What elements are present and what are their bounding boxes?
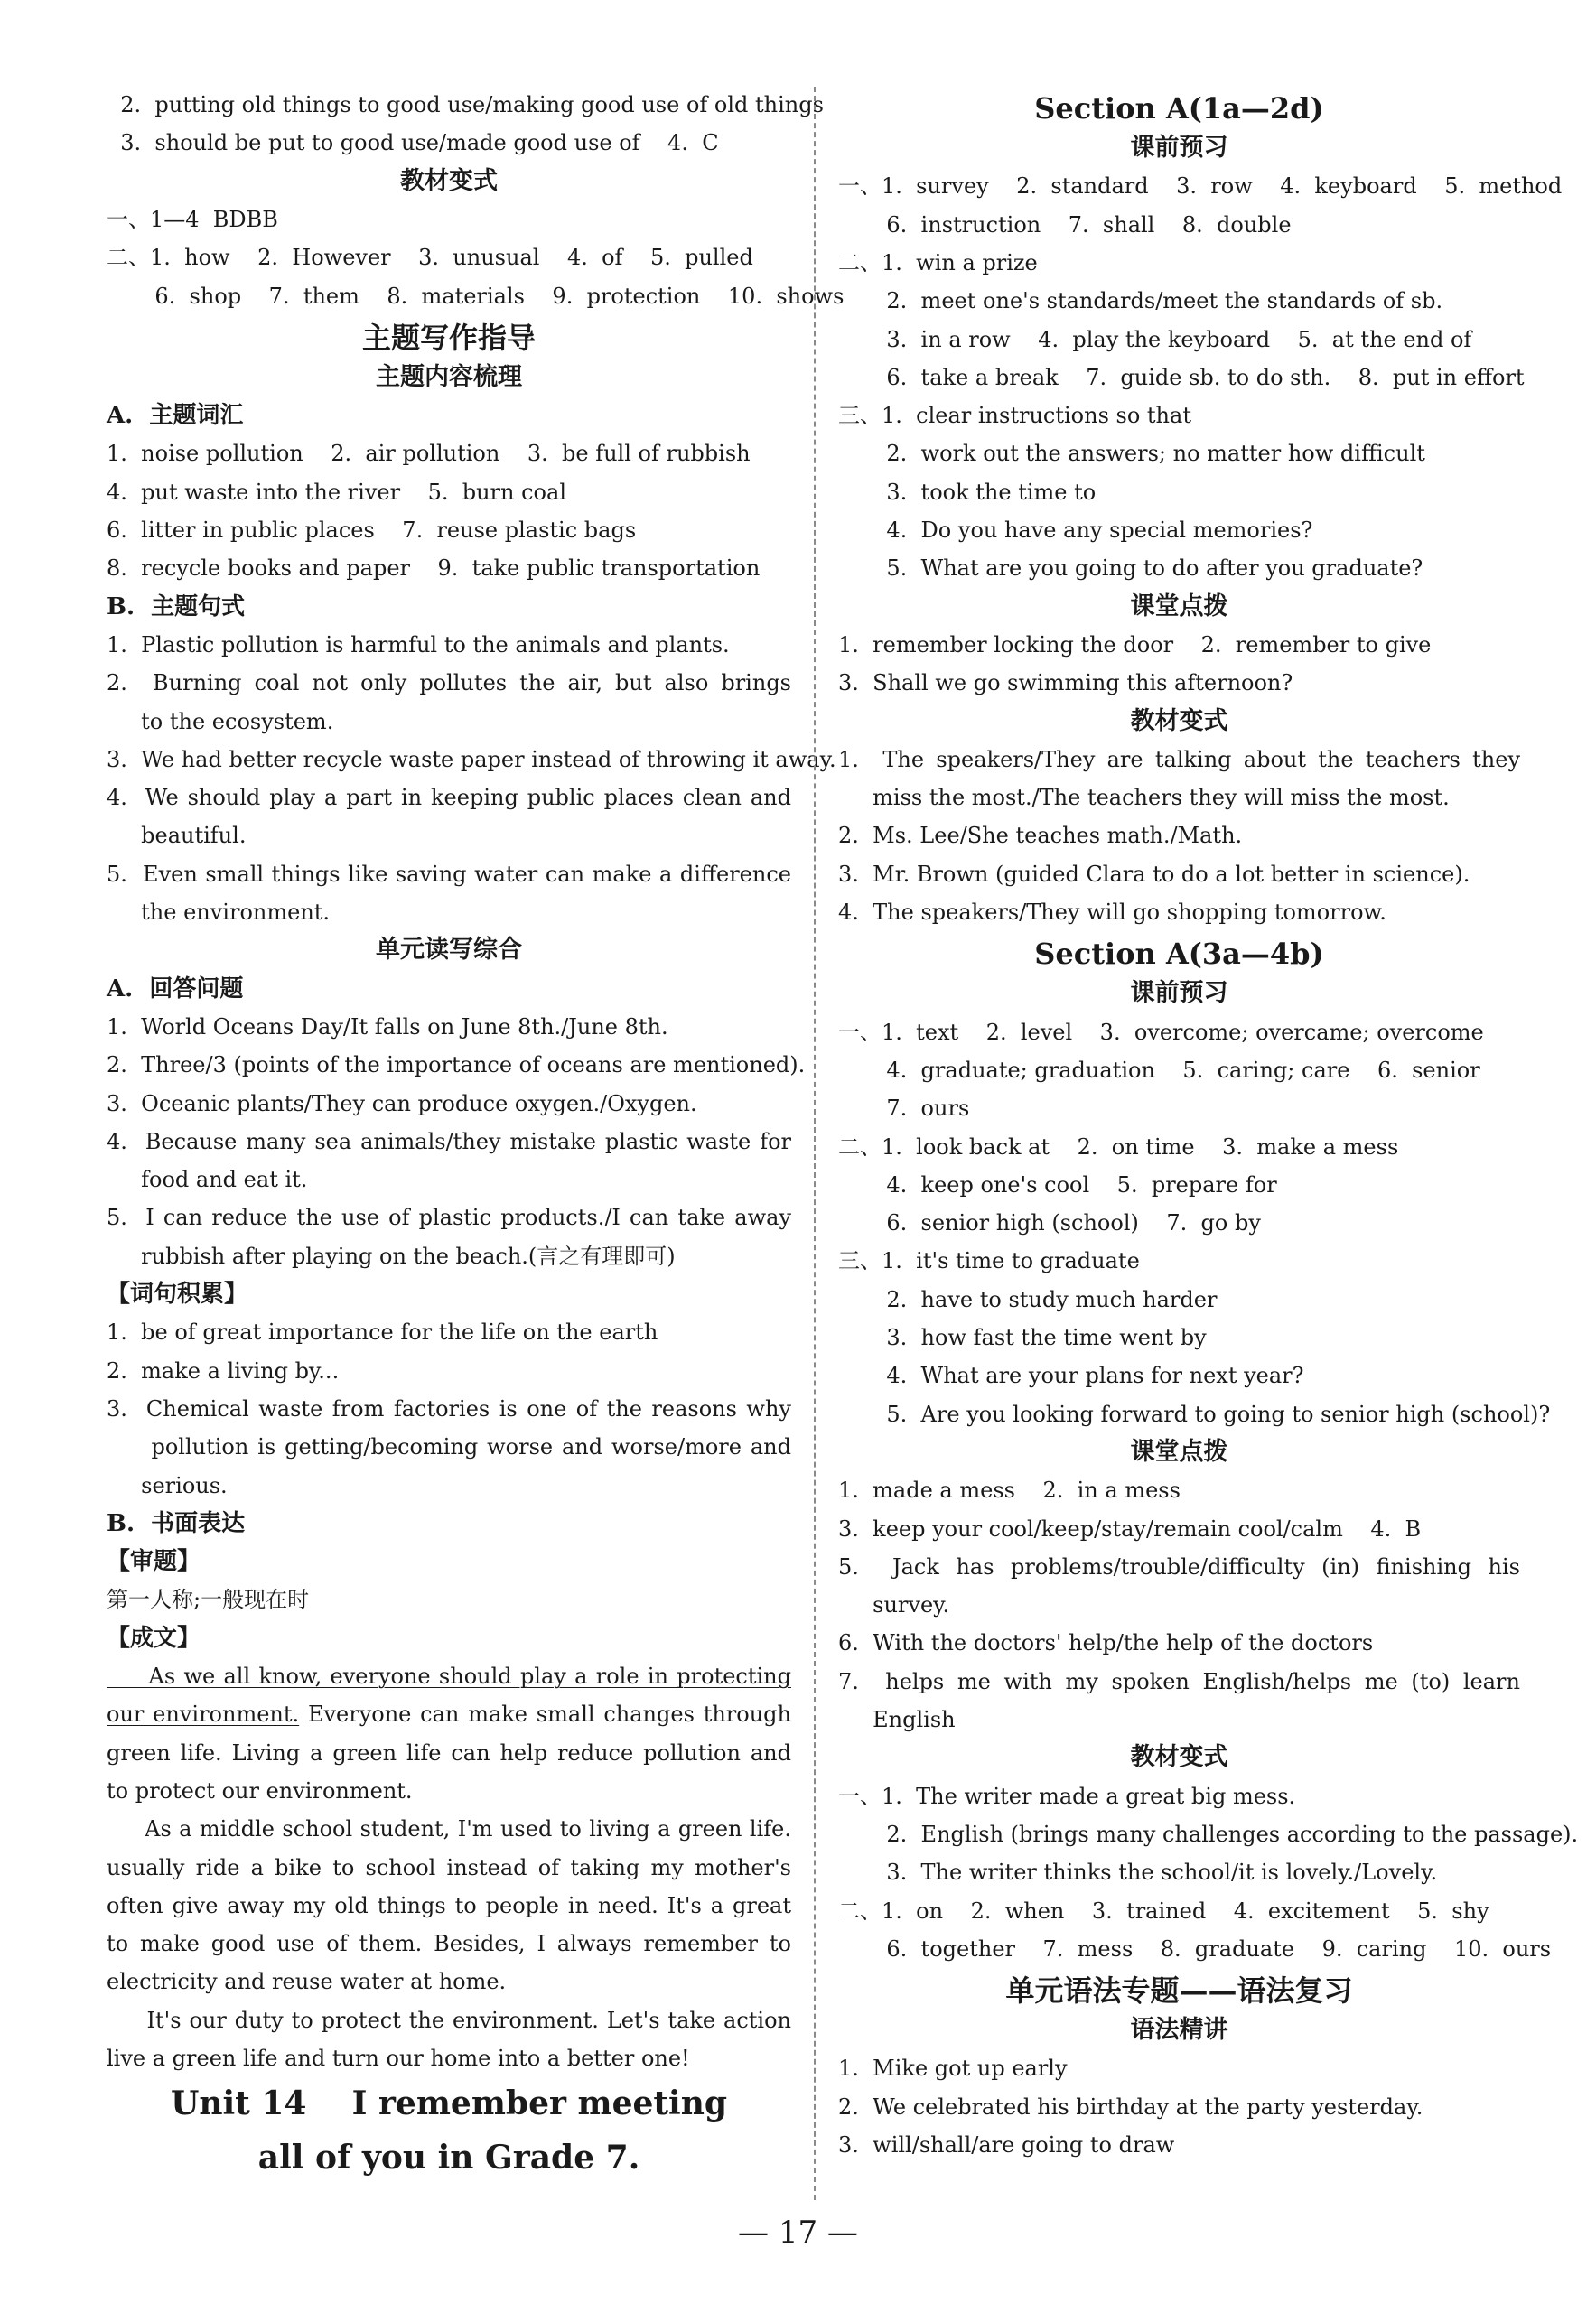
line-text: 第一人称;一般现在时 [107,1587,310,1613]
line-text: our environment. [107,1702,300,1728]
right-line [838,1052,1520,1088]
line-text: A. 主题词汇 [107,402,244,430]
line-text: 2. have to study much harder [838,1286,1218,1312]
right-line [838,975,1520,1012]
line-text: 4. put waste into the river 5. burn coal [107,479,566,505]
line-text: 【审题】 [107,1548,201,1576]
line-text: 3. We had better recycle waste paper instead of throwing it away. [107,746,836,772]
right-line [838,359,1525,396]
left-line [107,1047,806,1083]
line-text: A. 回答问题 [107,975,244,1003]
right-line [838,1931,1552,1967]
right-line [838,1014,1520,1050]
line-text: 主题写作指导 [361,320,536,355]
line-text: to protect our environment. [107,1777,413,1804]
right-line [838,1511,1520,1547]
right-line [838,1357,1520,1394]
left-line [107,665,791,701]
line-text: 3. will/shall/are going to draw [838,2132,1175,2158]
left-line [107,1506,791,1542]
left-line [107,1658,791,1694]
line-text: live a green life and turn our home into a better one! [107,2046,690,2071]
line-text: 主题内容梳理 [376,362,522,391]
page-number: — 17 — [738,2215,858,2251]
left-line [107,1391,791,1427]
left-line [107,435,791,471]
left-line [107,1353,791,1389]
line-text: 1. Mike got up early [838,2056,1068,2082]
line-text: 【词句积累】 [107,1281,248,1308]
line-text: miss the most./The teachers they will miss the most. [838,785,1450,811]
left-line [107,512,791,548]
left-line [107,1544,791,1580]
line-text: 2. putting old things to good use/making good use of old things [107,92,824,117]
line-text: usually ride a bike to school instead of taking my mother's [107,1854,791,1880]
left-line [107,474,791,510]
right-line [838,130,1520,166]
line-text: 6. instruction 7. shall 8. double [838,211,1292,238]
right-line [838,704,1520,740]
right-line [838,856,1520,892]
line-text: 一、1. text 2. level 3. overcome; overcame; overcome [838,1019,1484,1045]
line-text: 6. senior high (school) 7. go by [838,1210,1261,1236]
left-line [107,817,791,853]
right-line [838,322,1520,358]
left-line [107,2040,791,2076]
right-line [838,283,1520,319]
line-text: 6. With the doctors' help/the help of the doctors [838,1630,1374,1656]
line-text: 2. make a living by... [107,1357,340,1384]
line-text: 一、1. The writer made a great big mess. [838,1783,1296,1809]
right-line [838,779,1520,816]
left-line [107,1009,791,1045]
line-text: 三、1. clear instructions so that [838,403,1191,429]
right-line [838,1969,1520,2012]
right-line [838,2089,1520,2125]
left-line [107,1238,791,1274]
left-line [107,1086,791,1122]
right-line [838,665,1520,701]
line-text: 3. should be put to good use/made good use of 4. C [107,130,719,156]
right-line [838,397,1520,434]
left-line [107,971,791,1007]
left-line [107,1773,791,1809]
line-text: 【成文】 [107,1624,201,1652]
right-line [838,1854,1520,1890]
line-text: 教材变式 [1130,1743,1228,1772]
right-line [838,589,1520,625]
line-text: 6. take a break 7. guide sb. to do sth. 8. put in effort [838,364,1525,390]
left-line [107,1468,791,1504]
left-line [107,856,791,892]
line-text: 4. graduate; graduation 5. caring; care 6. senior [838,1057,1480,1083]
line-text: 4. Because many sea animals/they mistake plastic waste for [107,1128,791,1154]
left-line [107,1581,791,1618]
left-line [107,1124,791,1160]
line-text: 3. Shall we go swimming this afternoon? [838,670,1293,696]
left-line [107,87,824,123]
line-text: 3. keep your cool/keep/stay/remain cool/calm 4. B [838,1516,1422,1542]
left-line [107,1620,791,1656]
line-text: 6. together 7. mess 8. graduate 9. caring 10. ours [838,1935,1552,1962]
right-line [838,87,1520,130]
line-text: 2. meet one's standards/meet the standards of sb. [838,288,1443,314]
line-text: Section A(1a—2d) [1034,91,1324,126]
line-text: 3. how fast the time went by [838,1325,1207,1350]
left-line [107,779,791,816]
left-line [107,201,791,238]
line-text: 3. Chemical waste from factories is one of the reasons why [107,1395,791,1422]
right-line [838,1625,1520,1661]
line-text: 1. be of great importance for the life on the earth [107,1320,658,1346]
left-line [107,278,845,314]
right-line [838,1587,1520,1623]
line-text: 1. noise pollution 2. air pollution 3. be full of rubbish [107,441,751,467]
right-line [838,1739,1520,1776]
left-line [107,163,791,200]
line-text: 2. English (brings many challenges according to the passage). [838,1821,1579,1847]
left-line [107,589,791,625]
line-text: to the ecosystem. [107,708,334,734]
line-text: English [838,1707,956,1732]
left-line [107,741,836,778]
left-line [107,1963,791,2000]
left-line [107,627,791,663]
left-line [107,1314,791,1350]
line-text: all of you in Grade 7. [257,2139,640,2178]
right-line [838,207,1520,243]
left-line [107,1696,791,1732]
right-line [838,1282,1520,1318]
right-line [838,1434,1520,1470]
left-line [107,397,791,434]
right-line [838,474,1520,510]
line-text: B. 主题句式 [107,592,246,620]
line-text: It's our duty to protect the environment. Let's take action [146,2007,791,2033]
left-line [107,2002,791,2038]
line-text: 课堂点拨 [1130,592,1228,620]
left-line [107,1735,791,1771]
line-text: 2. Burning coal not only pollutes the air, but also brings [107,670,791,696]
line-text: rubbish after playing on the beach.(言之有理即可) [107,1243,676,1269]
line-text: 三、1. it's time to graduate [838,1248,1140,1274]
left-line [107,1429,791,1465]
line-text: 二、1. how 2. However 3. unusual 4. of 5. pulled [107,245,753,271]
line-text: food and eat it. [107,1167,308,1193]
left-line [107,550,791,586]
line-text: 语法精讲 [1130,2016,1228,2045]
line-text: 4. What are your plans for next year? [838,1363,1304,1389]
line-text: 4. Do you have any special memories? [838,518,1313,543]
line-text: 7. helps me with my spoken English/helps me (to) learn [838,1668,1520,1694]
left-line [107,2078,791,2129]
left-line [107,1926,791,1962]
line-text-rest: Everyone can make small changes through [307,1702,791,1728]
right-line [838,1778,1520,1814]
right-line [838,1702,1520,1738]
left-line [107,1276,791,1312]
left-line [107,125,791,161]
right-line [838,2050,1520,2086]
left-line [107,359,791,396]
line-text: 8. recycle books and paper 9. take public transportation [107,555,761,582]
right-line [838,2012,1520,2048]
line-text: 教材变式 [1130,706,1228,735]
line-text: 5. I can reduce the use of plastic products./I can take away [107,1205,791,1231]
right-line [838,817,1520,853]
line-text: 3. Mr. Brown (guided Clara to do a lot better in science). [838,861,1470,887]
right-line [838,894,1520,930]
left-line [107,704,791,740]
line-text: electricity and reuse water at home. [107,1969,507,1995]
line-text: survey. [838,1592,950,1618]
line-text: 6. litter in public places 7. reuse plastic bags [107,518,637,543]
right-line [838,1205,1520,1241]
line-text: pollution is getting/becoming worse and worse/more and [151,1434,791,1460]
line-text: beautiful. [107,823,247,849]
line-text: 单元语法专题——语法复习 [1005,1973,1353,2009]
line-text: 3. Oceanic plants/They can produce oxygen./Oxygen. [107,1090,697,1116]
right-line [838,1320,1520,1356]
right-line [838,1396,1551,1432]
line-text: 课前预习 [1130,134,1228,162]
line-text: 3. in a row 4. play the keyboard 5. at the end of [838,326,1472,352]
line-text: 2. work out the answers; no matter how difficult [838,441,1425,467]
line-text: 一、1—4 BDBB [107,206,278,232]
line-text: 3. The writer thinks the school/it is lovely./Lovely. [838,1860,1438,1886]
line-text: 2. Ms. Lee/She teaches math./Math. [838,823,1243,849]
line-text: serious. [107,1472,228,1498]
line-text: 1. made a mess 2. in a mess [838,1478,1181,1504]
left-line [107,1811,791,1847]
line-text: 二、1. win a prize [838,249,1038,275]
line-text: 课堂点拨 [1130,1437,1228,1466]
line-text: green life. Living a green life can help reduce pollution and [107,1739,791,1766]
line-text: 二、1. on 2. when 3. trained 4. excitement 5. shy [838,1898,1489,1924]
left-line [107,1888,791,1924]
line-text: 二、1. look back at 2. on time 3. make a mess [838,1133,1399,1160]
right-line [838,1090,1520,1126]
line-text: 1. World Oceans Day/It falls on June 8th./June 8th. [107,1013,668,1040]
line-text: 4. keep one's cool 5. prepare for [838,1171,1277,1198]
line-text: 2. Three/3 (points of the importance of oceans are mentioned). [107,1052,806,1078]
line-text: 3. took the time to [838,479,1097,505]
line-text: 一、1. survey 2. standard 3. row 4. keyboard 5. method [838,173,1563,200]
line-text: B. 书面表达 [107,1509,246,1537]
line-text: 5. Jack has problems/trouble/difficulty (in) finishing his [838,1553,1520,1580]
right-line [838,1893,1520,1929]
right-line [838,2127,1520,2163]
right-line [838,168,1563,204]
line-text: 6. shop 7. them 8. materials 9. protection 10. shows [107,283,845,309]
right-line [838,1243,1520,1279]
line-text: 5. Even small things like saving water can make a difference [107,861,791,887]
line-text: 教材变式 [400,166,498,195]
line-text: 5. Are you looking forward to going to senior high (school)? [838,1401,1551,1427]
left-line [107,1161,791,1198]
line-text: 课前预习 [1130,979,1228,1008]
line-text: often give away my old things to people in need. It's a great [107,1892,791,1918]
right-line [838,512,1520,548]
line-text: As a middle school student, I'm used to living a green life. [145,1816,791,1842]
right-line [838,741,1520,778]
right-line [838,1816,1579,1852]
line-text: 7. ours [838,1096,970,1122]
line-text: 1. Plastic pollution is harmful to the animals and plants. [107,631,730,658]
left-line [107,932,791,968]
line-text: 4. The speakers/They will go shopping tomorrow. [838,900,1386,925]
left-line [107,2132,791,2183]
right-line [838,1472,1520,1508]
left-line [107,894,791,930]
line-text: Unit 14 I remember meeting [170,2084,728,2123]
line-text: 1. The speakers/They are talking about the teachers they [838,746,1520,772]
line-text: 4. We should play a part in keeping public places clean and [107,785,791,811]
line-text: 2. We celebrated his birthday at the party yesterday. [838,2094,1423,2120]
right-line [838,1129,1520,1165]
left-line [107,316,791,359]
line-text: 5. What are you going to do after you graduate? [838,555,1423,582]
right-line [838,1664,1520,1700]
line-text: 单元读写综合 [376,936,522,965]
left-line [107,239,791,275]
left-line [107,1850,791,1886]
right-line [838,627,1520,663]
right-line [838,245,1520,281]
right-line [838,550,1520,586]
right-line [838,1167,1520,1203]
line-text: 1. remember locking the door 2. remember to give [838,631,1432,658]
right-line [838,1549,1520,1585]
right-line [838,932,1520,975]
line-text: to make good use of them. Besides, I always remember to [107,1931,791,1957]
line-text: As we all know, everyone should play a role in protecting [107,1664,791,1689]
line-text: the environment. [107,900,331,925]
left-line [107,1199,791,1236]
line-text: Section A(3a—4b) [1034,937,1324,972]
column-divider [814,87,816,2200]
right-line [838,435,1520,471]
